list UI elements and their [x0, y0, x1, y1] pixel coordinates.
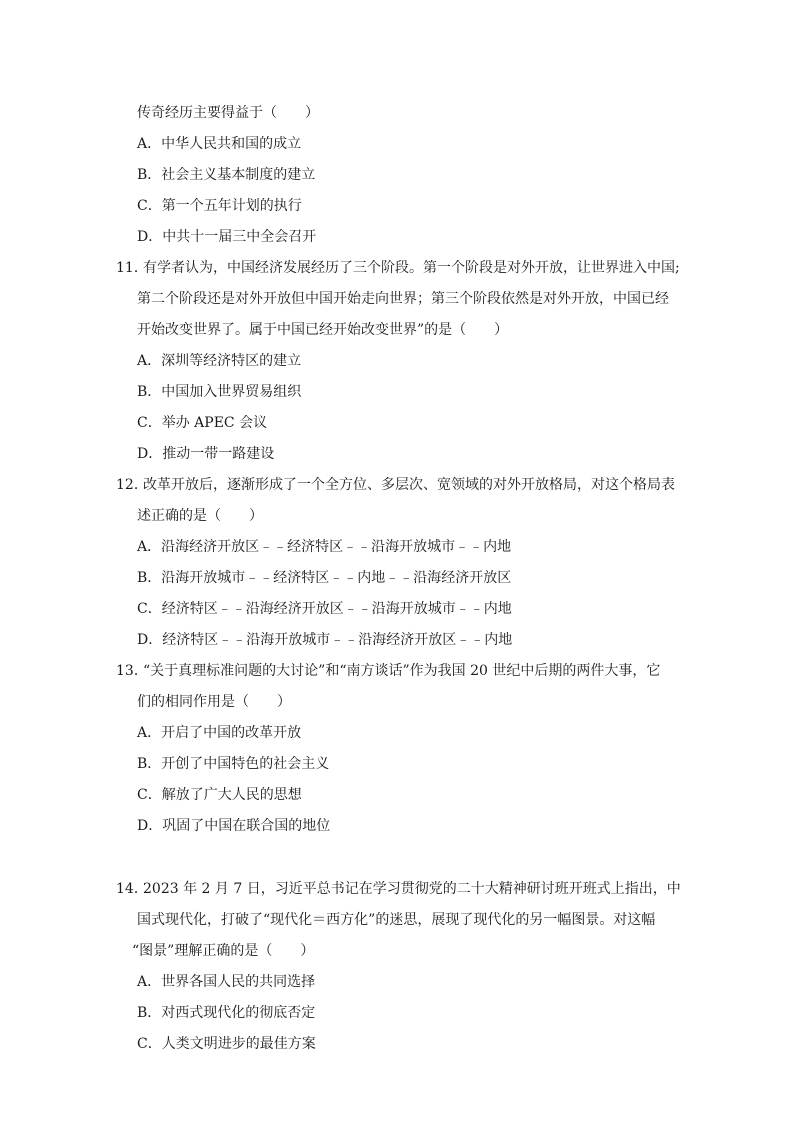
question-11-option-d: D．推动一带一路建设: [137, 446, 275, 462]
question-13-option-c: C．解放了广大人民的思想: [137, 787, 302, 803]
question-11-stem-line-3: 开始改变世界了。属于中国已经开始改变世界”的是（ ）: [137, 322, 509, 338]
question-13-number: 13．: [116, 663, 148, 679]
question-10-stem-tail: 传奇经历主要得益于（ ）: [137, 105, 319, 121]
question-11-stem-line-1: 有学者认为，中国经济发展经历了三个阶段。第一个阶段是对外开放，让世界进入中国;: [143, 260, 680, 276]
question-11-option-b: B．中国加入世界贸易组织: [137, 384, 302, 400]
question-14-stem-line-2: 国式现代化，打破了“现代化＝西方化”的迷思，展现了现代化的另一幅图景。对这幅: [137, 912, 656, 928]
question-14-option-b: B．对西式现代化的彻底否定: [137, 1005, 316, 1021]
question-11-option-a: A．深圳等经济特区的建立: [137, 353, 302, 369]
question-12-option-b: B．沿海开放城市﹣﹣经济特区﹣﹣内地﹣﹣沿海经济开放区: [137, 570, 512, 586]
question-12-option-c: C．经济特区﹣﹣沿海经济开放区﹣﹣沿海开放城市﹣﹣内地: [137, 601, 512, 617]
question-11-option-c: C．举办 APEC 会议: [137, 415, 268, 431]
question-10-option-d: D．中共十一届三中全会召开: [137, 229, 317, 245]
question-14-stem-line-3: “图景”理解正确的是（ ）: [132, 943, 315, 959]
question-13-option-a: A．开启了中国的改革开放: [137, 725, 302, 741]
question-12-number: 12．: [116, 477, 148, 493]
question-14-stem-line-1: 2023 年 2 月 7 日，习近平总书记在学习贯彻党的二十大精神研讨班开班式上指出，中: [143, 881, 681, 897]
question-10-option-b: B．社会主义基本制度的建立: [137, 167, 316, 183]
question-14-option-a: A．世界各国人民的共同选择: [137, 974, 316, 990]
question-13-stem-line-2: 们的相同作用是（ ）: [137, 694, 291, 710]
question-13-option-b: B．开创了中国特色的社会主义: [137, 756, 330, 772]
question-11-stem-line-2: 第二个阶段还是对外开放但中国开始走向世界；第三个阶段依然是对外开放，中国已经: [137, 291, 669, 307]
question-14-number: 14．: [116, 881, 148, 897]
question-10-option-a: A．中华人民共和国的成立: [137, 136, 302, 152]
question-12-option-a: A．沿海经济开放区﹣﹣经济特区﹣﹣沿海开放城市﹣﹣内地: [137, 539, 512, 555]
question-12-stem-line-1: 改革开放后，逐渐形成了一个全方位、多层次、宽领域的对外开放格局，对这个格局表: [143, 477, 675, 493]
question-10-option-c: C．第一个五年计划的执行: [137, 198, 302, 214]
question-13-option-d: D．巩固了中国在联合国的地位: [137, 818, 331, 834]
question-12-stem-line-2: 述正确的是（ ）: [137, 508, 263, 524]
question-13-stem-line-1: “关于真理标准问题的大讨论”和“南方谈话”作为我国 20 世纪中后期的两件大事，它: [143, 663, 661, 679]
question-12-option-d: D．经济特区﹣﹣沿海开放城市﹣﹣沿海经济开放区﹣﹣内地: [137, 632, 513, 648]
question-14-option-c: C．人类文明进步的最佳方案: [137, 1036, 316, 1052]
question-11-number: 11．: [116, 260, 148, 276]
